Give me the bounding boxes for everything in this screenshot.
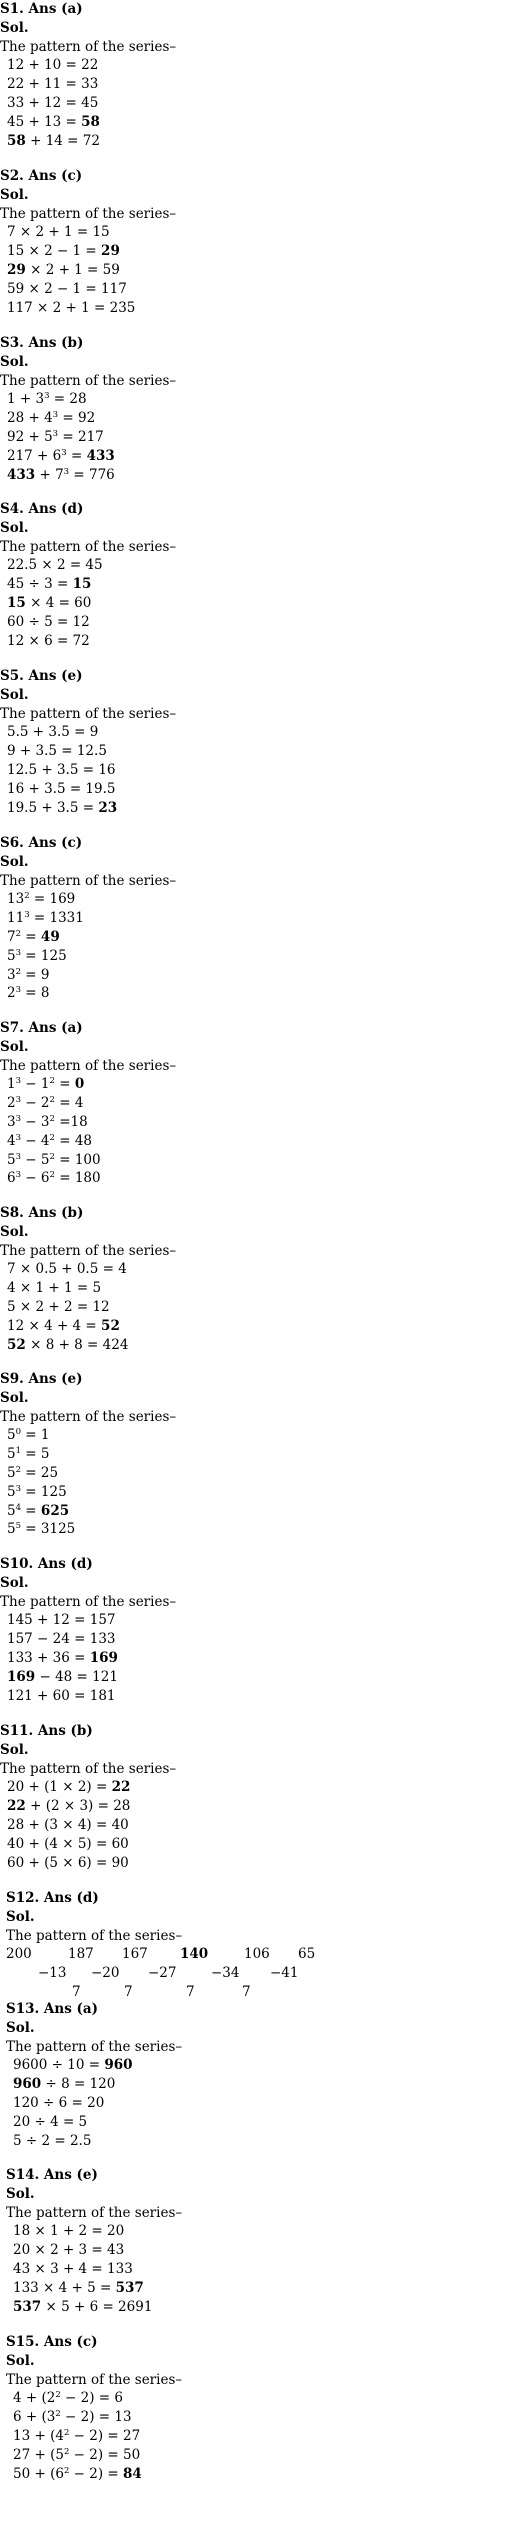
equation-line: $5^3 - 5^2 = 100$ [7,1151,101,1168]
answer-heading: S6. Ans (c) [0,835,83,851]
equation-line: $5^2 = 25$ [7,1464,59,1481]
answer-heading: S2. Ans (c) [0,168,83,184]
equation-line: 5.5 + 3.5 = 9 [7,724,99,741]
pattern-intro: The pattern of the series– [0,1760,177,1777]
solution-block [0,1722,509,1872]
pattern-intro: The pattern of the series– [6,2371,183,2388]
sol-label: Sol. [6,1908,35,1925]
equation-line: 133 × 4 + 5 = 537 [13,2279,144,2296]
equation-line: $4^3 - 4^2 = 48$ [7,1132,92,1149]
second-difference: 7 [72,1984,81,2001]
answer-heading: S4. Ans (d) [0,501,84,517]
equation-line: $433 + 7^3 = 776$ [7,466,115,483]
pattern-intro: The pattern of the series– [6,1927,183,1944]
equation-line: 117 × 2 + 1 = 235 [7,299,136,316]
equation-line: 52 × 8 + 8 = 424 [7,1336,129,1353]
solution-block [0,334,509,484]
equation-line: $4 + (2^2 - 2) = 6$ [13,2390,123,2407]
series-term: 187 [68,1946,94,1963]
solution-block [0,1019,509,1188]
sol-label: Sol. [0,686,29,703]
pattern-intro: The pattern of the series– [0,1593,177,1610]
equation-line: 4 × 1 + 1 = 5 [7,1280,102,1297]
difference-table [6,1945,509,2023]
second-difference: 7 [124,1984,133,2001]
solution-block [6,2333,509,2483]
pattern-intro: The pattern of the series– [0,705,177,722]
equation-line: $5^3 = 125$ [7,1483,67,1500]
pattern-intro: The pattern of the series– [0,38,177,55]
equation-line: $13^2 = 169$ [7,891,76,908]
pattern-intro: The pattern of the series– [0,1408,177,1425]
equation-line: 12.5 + 3.5 = 16 [7,761,116,778]
sol-label: Sol. [0,353,29,370]
answer-heading: S7. Ans (a) [0,1020,83,1036]
equation-line: $5^4 = 625$ [7,1502,70,1519]
sol-label: Sol. [0,1389,29,1406]
solution-block [0,1555,509,1705]
equation-line: 28 + (3 × 4) = 40 [7,1816,129,1833]
equation-line: 20 ÷ 4 = 5 [13,2113,88,2130]
equation-line: 18 × 1 + 2 = 20 [13,2223,125,2240]
equation-line: 16 + 3.5 = 19.5 [7,780,116,797]
pattern-intro: The pattern of the series– [6,2204,183,2221]
equation-line: 20 × 2 + 3 = 43 [13,2242,125,2259]
sol-label: Sol. [0,853,29,870]
equation-line: 9 + 3.5 = 12.5 [7,743,107,760]
sol-label: Sol. [6,2185,35,2202]
answer-heading: S9. Ans (e) [0,1371,83,1387]
solution-block [0,834,509,1003]
equation-line: 29 × 2 + 1 = 59 [7,261,120,278]
equation-line: 5 × 2 + 2 = 12 [7,1298,110,1315]
sol-label: Sol. [0,1741,29,1758]
solution-block [0,1370,509,1539]
solution-block [0,500,509,650]
first-difference: −27 [148,1965,177,1982]
answer-heading: S14. Ans (e) [6,2167,98,2183]
equation-line: $92 + 5^3 = 217$ [7,428,104,445]
equation-line: $5^0 = 1$ [7,1427,50,1444]
first-difference: −20 [91,1965,120,1982]
equation-line: $50 + (6^2 - 2) = 84$ [13,2465,142,2482]
pattern-intro: The pattern of the series– [0,538,177,555]
sol-label: Sol. [6,2352,35,2369]
second-difference: 7 [242,1984,251,2001]
answer-heading: S1. Ans (a) [0,1,83,17]
answer-heading: S15. Ans (c) [6,2334,98,2350]
equation-line: 19.5 + 3.5 = 23 [7,799,118,816]
equation-line: 157 − 24 = 133 [7,1631,116,1648]
equation-line: $1^3 - 1^2 = 0$ [7,1076,85,1093]
equation-line: 12 × 4 + 4 = 52 [7,1317,120,1334]
answer-heading: S3. Ans (b) [0,335,84,351]
answer-heading: S11. Ans (b) [0,1723,93,1739]
equation-line: 960 ÷ 8 = 120 [13,2076,116,2093]
equation-line: 7 × 0.5 + 0.5 = 4 [7,1261,127,1278]
equation-line: $2^3 = 8$ [7,985,50,1002]
equation-line: 133 + 36 = 169 [7,1649,118,1666]
pattern-intro: The pattern of the series– [0,1242,177,1259]
equation-line: 120 ÷ 6 = 20 [13,2094,105,2111]
equation-line: $5^1 = 5$ [7,1446,50,1463]
answer-heading: S13. Ans (a) [6,2001,99,2017]
equation-line: 537 × 5 + 6 = 2691 [13,2298,153,2315]
series-term: 65 [298,1946,316,1963]
equation-line: $6^3 - 6^2 = 180$ [7,1170,101,1187]
equation-line: 12 + 10 = 22 [7,57,99,74]
series-term: 106 [244,1946,270,1963]
pattern-intro: The pattern of the series– [0,1057,177,1074]
solution-block [0,1204,509,1354]
sol-label: Sol. [0,186,29,203]
sol-label: Sol. [0,1574,29,1591]
pattern-intro: The pattern of the series– [0,872,177,889]
equation-line: 58 + 14 = 72 [7,132,100,149]
equation-line: 7 × 2 + 1 = 15 [7,224,110,241]
equation-line: $11^3 = 1331$ [7,910,84,927]
equation-line: $13 + (4^2 - 2) = 27$ [13,2427,141,2444]
equation-line: 145 + 12 = 157 [7,1612,116,1629]
equation-line: 40 + (4 × 5) = 60 [7,1835,129,1852]
equation-line: $5^5 = 3125$ [7,1521,76,1538]
answer-heading: S8. Ans (b) [0,1205,84,1221]
solution-block [6,2166,509,2316]
pattern-intro: The pattern of the series– [0,205,177,222]
equation-line: $3^2 = 9$ [7,966,50,983]
solution-block [0,167,509,317]
first-difference: −41 [270,1965,299,1982]
sol-label: Sol. [6,2019,35,2036]
answer-heading: S12. Ans (d) [6,1890,99,1906]
series-term-answer: 140 [180,1946,209,1963]
equation-line: 43 × 3 + 4 = 133 [13,2260,133,2277]
equation-line: 22 + 11 = 33 [7,76,99,93]
answer-heading: S10. Ans (d) [0,1556,93,1572]
solution-block [0,0,509,150]
first-difference: −13 [38,1965,67,1982]
equation-line: $7^2 = 49$ [7,928,60,945]
sol-label: Sol. [0,1223,29,1240]
equation-line: $2^3 - 2^2 = 4$ [7,1095,84,1112]
equation-line: 20 + (1 × 2) = 22 [7,1779,131,1796]
sol-label: Sol. [0,19,29,36]
sol-label: Sol. [0,1038,29,1055]
solution-s12 [6,1889,509,2023]
equation-line: $27 + (5^2 - 2) = 50$ [13,2446,141,2463]
pattern-intro: The pattern of the series– [0,372,177,389]
equation-line: 60 ÷ 5 = 12 [7,613,90,630]
equation-line: 121 + 60 = 181 [7,1687,116,1704]
equation-line: 22.5 × 2 = 45 [7,557,103,574]
equation-line: 15 × 4 = 60 [7,594,92,611]
equation-line: 9600 ÷ 10 = 960 [13,2057,133,2074]
solution-block [0,667,509,817]
answer-heading: S5. Ans (e) [0,668,83,684]
first-difference: −34 [211,1965,240,1982]
series-term: 200 [6,1946,32,1963]
series-term: 167 [122,1946,148,1963]
equation-line: 12 × 6 = 72 [7,632,90,649]
equation-line: 169 − 48 = 121 [7,1668,118,1685]
equation-line: 45 ÷ 3 = 15 [7,576,92,593]
equation-line: 45 + 13 = 58 [7,113,100,130]
equation-line: $5^3 = 125$ [7,947,67,964]
pattern-intro: The pattern of the series– [6,2038,183,2055]
equation-line: $1 + 3^3 = 28$ [7,391,87,408]
sol-label: Sol. [0,519,29,536]
second-difference: 7 [186,1984,195,2001]
equation-line: $217 + 6^3 = 433$ [7,447,115,464]
equation-line: $6 + (3^2 - 2) = 13$ [13,2409,132,2426]
equation-line: $3^3 - 3^2 =18$ [7,1113,88,1130]
equation-line: 22 + (2 × 3) = 28 [7,1798,131,1815]
equation-line: $28 + 4^3 = 92$ [7,410,96,427]
equation-line: 5 ÷ 2 = 2.5 [13,2132,92,2149]
equation-line: 60 + (5 × 6) = 90 [7,1854,129,1871]
equation-line: 15 × 2 − 1 = 29 [7,243,120,260]
equation-line: 59 × 2 − 1 = 117 [7,280,127,297]
equation-line: 33 + 12 = 45 [7,94,99,111]
